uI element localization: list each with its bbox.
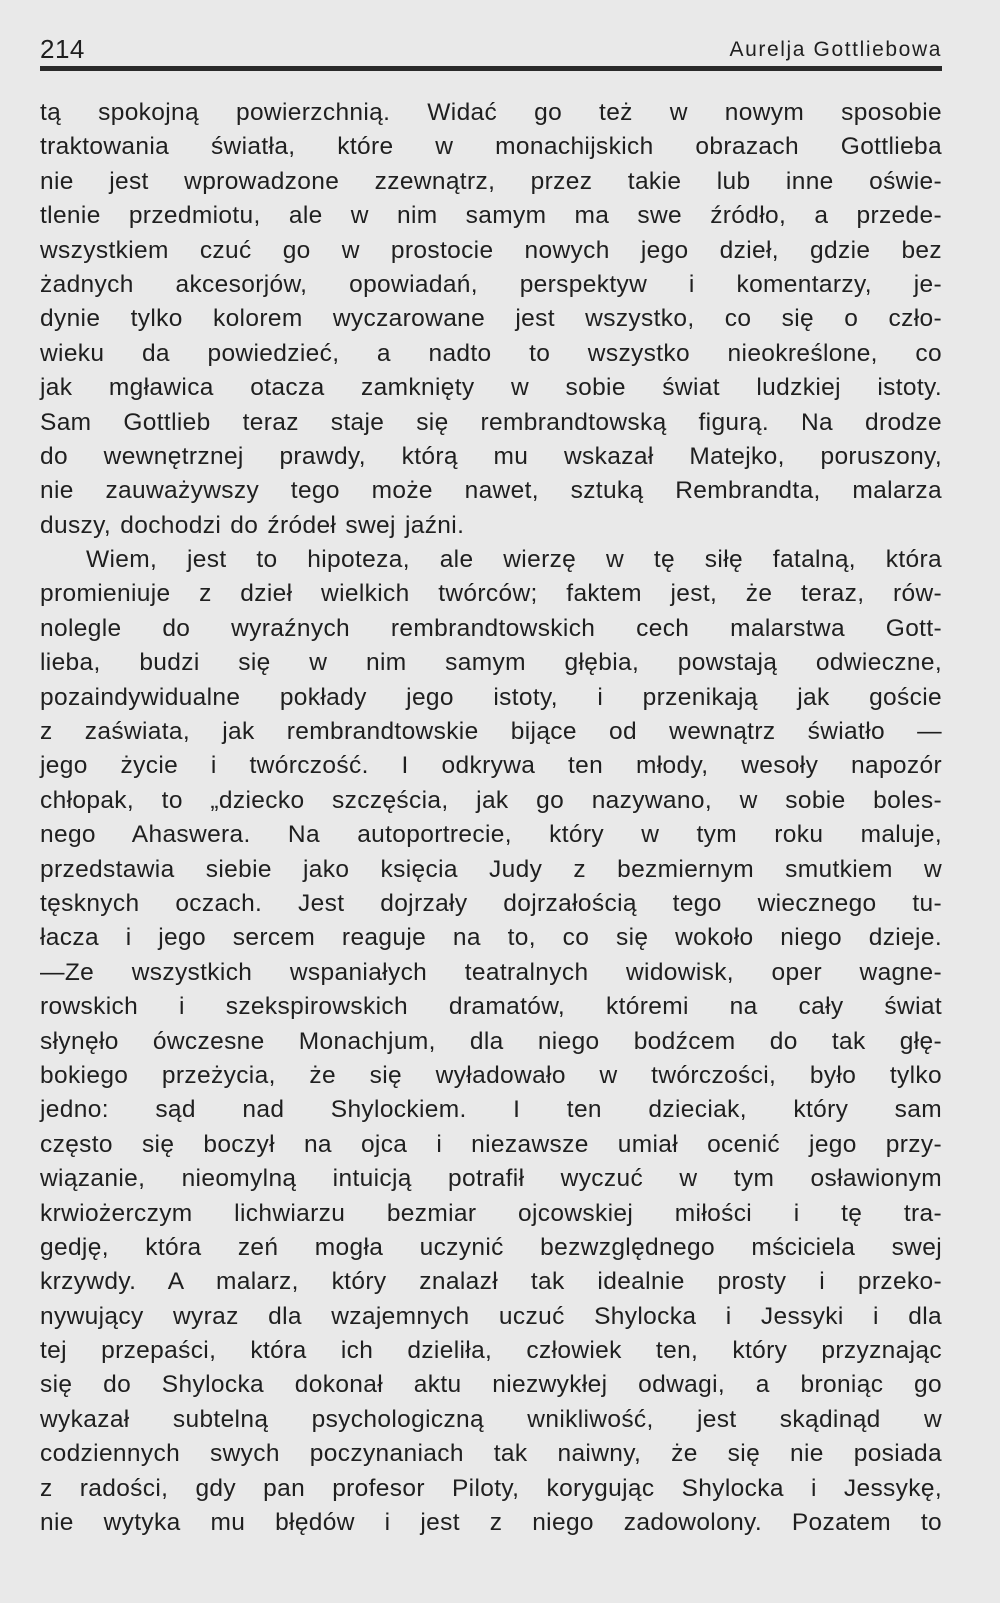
running-head: Aurelja Gottliebowa: [729, 38, 942, 61]
text-line: żadnych akcesorjów, opowiadań, perspektyw i komentarzy, je-: [40, 270, 942, 298]
text-line: łacza i jego sercem reaguje na to, co się wokoło niego dzieje.: [40, 924, 942, 952]
header-rule: [40, 66, 942, 71]
text-line: tęsknych oczach. Jest dojrzały dojrzałością tego wiecznego tu-: [40, 889, 942, 917]
paragraph-start-line: Wiem, jest to hipoteza, ale wierzę w tę siłę fatalną, która: [86, 546, 942, 574]
text-line: nolegle do wyraźnych rembrandtowskich cech malarstwa Gott-: [40, 614, 942, 642]
text-line: rowskich i szekspirowskich dramatów, któremi na cały świat: [40, 993, 942, 1021]
text-line: jak mgławica otacza zamknięty w sobie świat ludzkiej istoty.: [40, 374, 942, 402]
text-line: jedno: sąd nad Shylockiem. I ten dzieciak, który sam: [40, 1096, 942, 1124]
text-line: jego życie i twórczość. I odkrywa ten młody, wesoły napozór: [40, 752, 942, 780]
text-line: tej przepaści, która ich dzieliła, człowiek ten, który przyznając: [40, 1337, 942, 1365]
text-line: wiązanie, nieomylną intuicją potrafił wyczuć w tym osławionym: [40, 1165, 942, 1193]
text-line: wieku da powiedzieć, a nadto to wszystko nieokreślone, co: [40, 339, 942, 367]
text-line: traktowania światła, które w monachijskich obrazach Gottlieba: [40, 133, 942, 161]
text-line: dynie tylko kolorem wyczarowane jest wszystko, co się o czło-: [40, 305, 942, 333]
text-line: krzywdy. A malarz, który znalazł tak idealnie prosty i przeko-: [40, 1268, 942, 1296]
text-line: gedję, która zeń mogła uczynić bezwzględnego mściciela swej: [40, 1233, 942, 1261]
text-line: często się boczył na ojca i niezawsze umiał ocenić jego przy-: [40, 1130, 942, 1158]
page-header: [40, 34, 942, 64]
text-line: —Ze wszystkich wspaniałych teatralnych widowisk, oper wagne-: [40, 958, 942, 986]
text-line: nywujący wyraz dla wzajemnych uczuć Shylocka i Jessyki i dla: [40, 1302, 942, 1330]
page-number: 214: [40, 34, 85, 64]
text-line: chłopak, to „dziecko szczęścia, jak go nazywano, w sobie boles-: [40, 786, 942, 814]
text-line: nie zauważywszy tego może nawet, sztuką Rembrandta, malarza: [40, 477, 942, 505]
text-line: wszystkiem czuć go w prostocie nowych jego dzieł, gdzie bez: [40, 236, 942, 264]
text-line: tą spokojną powierzchnią. Widać go też w nowym sposobie: [40, 99, 942, 126]
text-line: krwiożerczym lichwiarzu bezmiar ojcowskiej miłości i tę tra-: [40, 1199, 942, 1227]
text-line: się do Shylocka dokonał aktu niezwykłej odwagi, a broniąc go: [40, 1371, 942, 1399]
text-line: do wewnętrznej prawdy, którą mu wskazał Matejko, poruszony,: [40, 442, 942, 470]
text-line: codziennych swych poczynaniach tak naiwny, że się nie posiada: [40, 1440, 942, 1468]
text-line: Sam Gottlieb teraz staje się rembrandtowską figurą. Na drodze: [40, 408, 942, 436]
text-line: nego Ahaswera. Na autoportrecie, który w tym roku maluje,: [40, 821, 942, 849]
text-line: duszy, dochodzi do źródeł swej jaźni.: [40, 511, 465, 539]
text-line: tlenie przedmiotu, ale w nim samym ma swe źródło, a przede-: [40, 202, 942, 230]
text-line: bokiego przeżycia, że się wyładowało w twórczości, było tylko: [40, 1061, 942, 1089]
text-line: lieba, budzi się w nim samym głębia, powstają odwieczne,: [40, 649, 942, 677]
text-line: słynęło ówczesne Monachjum, dla niego bodźcem do tak głę-: [40, 1027, 942, 1055]
text-line: z radości, gdy pan profesor Piloty, korygując Shylocka i Jessykę,: [40, 1474, 942, 1502]
text-line: pozaindywidualne pokłady jego istoty, i przenikają jak goście: [40, 683, 942, 711]
text-line: przedstawia siebie jako księcia Judy z bezmiernym smutkiem w: [40, 855, 942, 883]
text-line: promieniuje z dzieł wielkich twórców; faktem jest, że teraz, rów-: [40, 580, 942, 608]
text-line: z zaświata, jak rembrandtowskie bijące od wewnątrz światło —: [40, 718, 942, 746]
text-line: wykazał subtelną psychologiczną wnikliwość, jest skądinąd w: [40, 1405, 942, 1433]
text-line: nie jest wprowadzone zzewnątrz, przez takie lub inne oświe-: [40, 167, 942, 195]
body-text: [40, 96, 942, 1540]
text-line: nie wytyka mu błędów i jest z niego zadowolony. Pozatem to: [40, 1509, 942, 1537]
